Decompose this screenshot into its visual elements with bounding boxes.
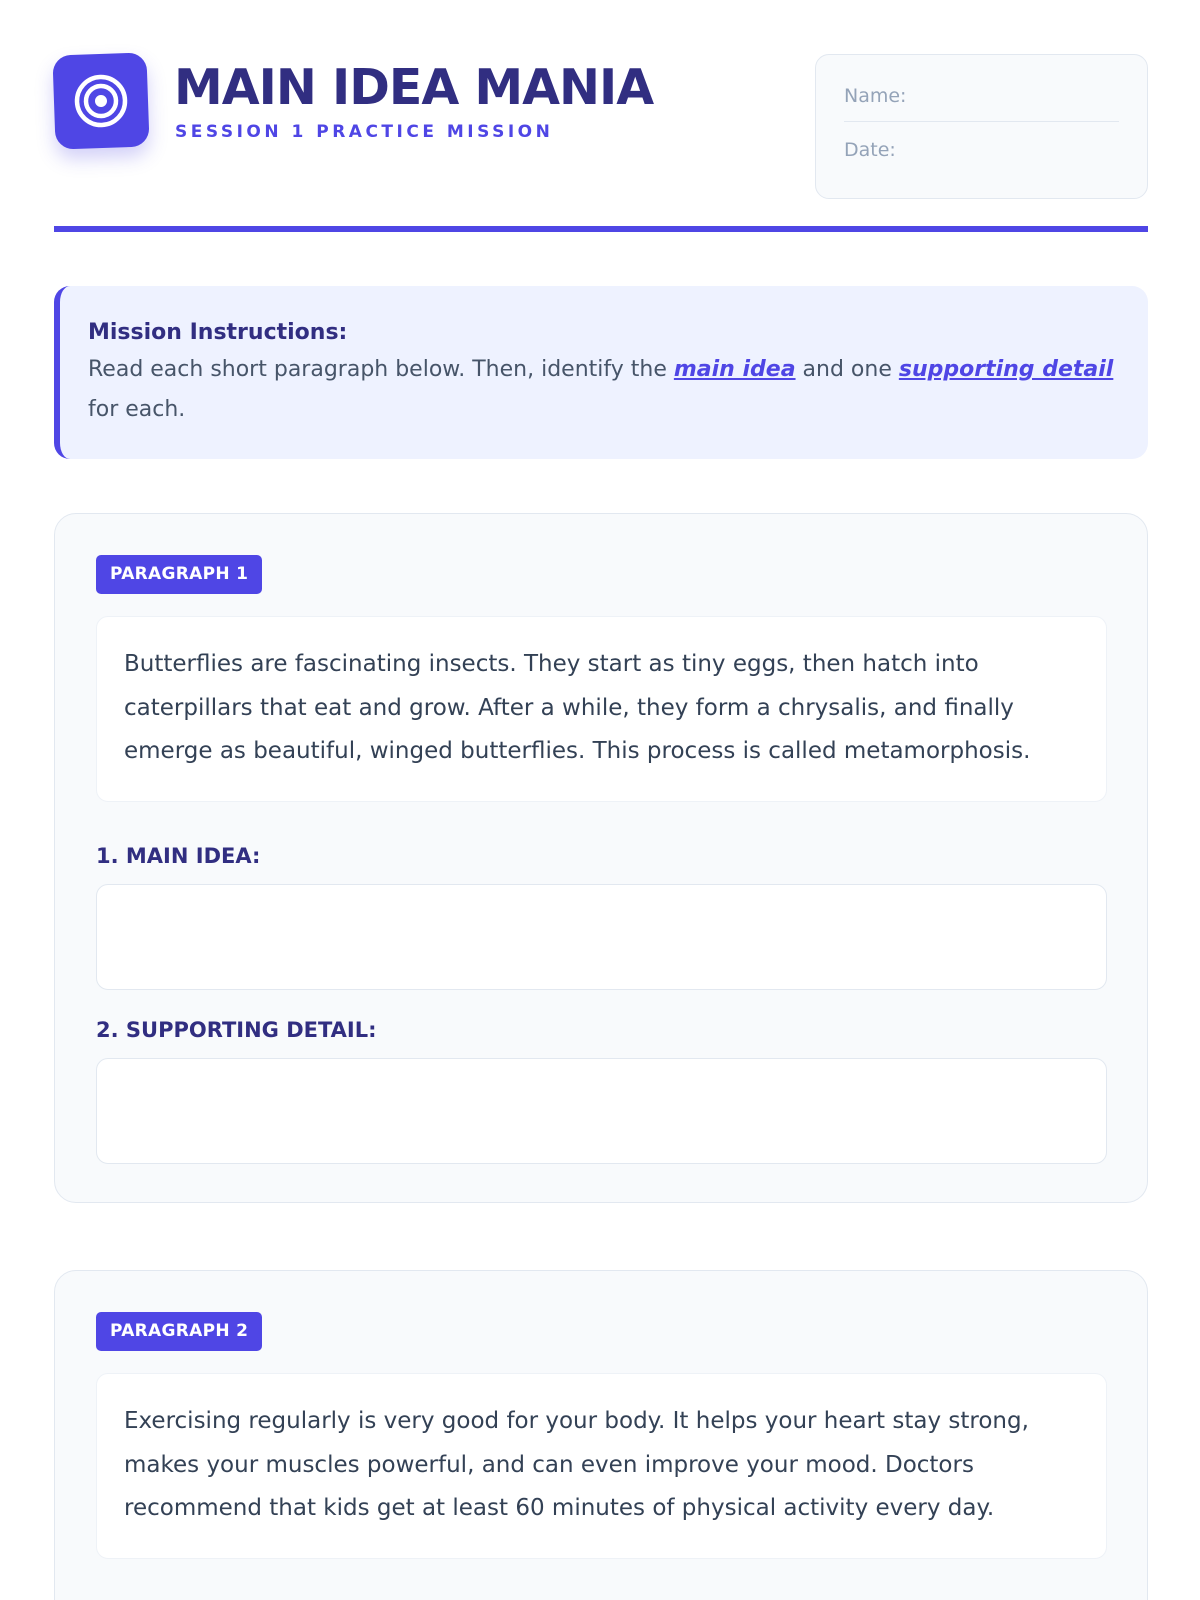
date-label: Date:: [844, 138, 896, 161]
target-icon: [52, 52, 149, 149]
name-field[interactable]: [844, 71, 1119, 122]
paragraph-card-2: [54, 1270, 1148, 1600]
instructions-text-start: Read each short paragraph below. Then, identify the: [88, 357, 674, 382]
paragraph-card-1: [54, 513, 1148, 1203]
name-label: Name:: [844, 85, 907, 107]
main-idea-answer-box[interactable]: [96, 884, 1107, 990]
paragraph-badge: PARAGRAPH 2: [96, 1312, 262, 1351]
paragraph-text: Butterflies are fascinating insects. They start as tiny eggs, then hatch into caterpillars that eat and grow. After a while, they form a chrysalis, and finally emerge as beautiful, winged butterflies. This process is called metamorphosis.: [96, 616, 1107, 802]
header-divider: [54, 226, 1148, 232]
paragraph-text: Exercising regularly is very good for your body. It helps your heart stay strong, makes your muscles powerful, and can even improve your mood. Doctors recommend that kids get at least 60 minutes of physical activity every day.: [96, 1373, 1107, 1559]
instructions-box: [54, 286, 1148, 459]
supporting-detail-answer-box[interactable]: [96, 1058, 1107, 1164]
instructions-text-middle: and one: [795, 357, 899, 382]
supporting-detail-label: 2. SUPPORTING DETAIL:: [96, 1018, 377, 1042]
term-main-idea: main idea: [673, 357, 796, 382]
instructions-text-end: for each.: [88, 397, 186, 422]
date-field[interactable]: [844, 122, 1119, 177]
instructions-text: [88, 350, 1116, 430]
term-supporting-detail: supporting detail: [898, 357, 1114, 382]
main-idea-label: 1. MAIN IDEA:: [96, 844, 261, 868]
page-subtitle: SESSION 1 PRACTICE MISSION: [175, 122, 554, 142]
paragraph-badge: PARAGRAPH 1: [96, 555, 262, 594]
name-date-box: [815, 54, 1148, 199]
page-title: MAIN IDEA MANIA: [174, 59, 654, 116]
instructions-heading: Mission Instructions:: [88, 320, 348, 345]
